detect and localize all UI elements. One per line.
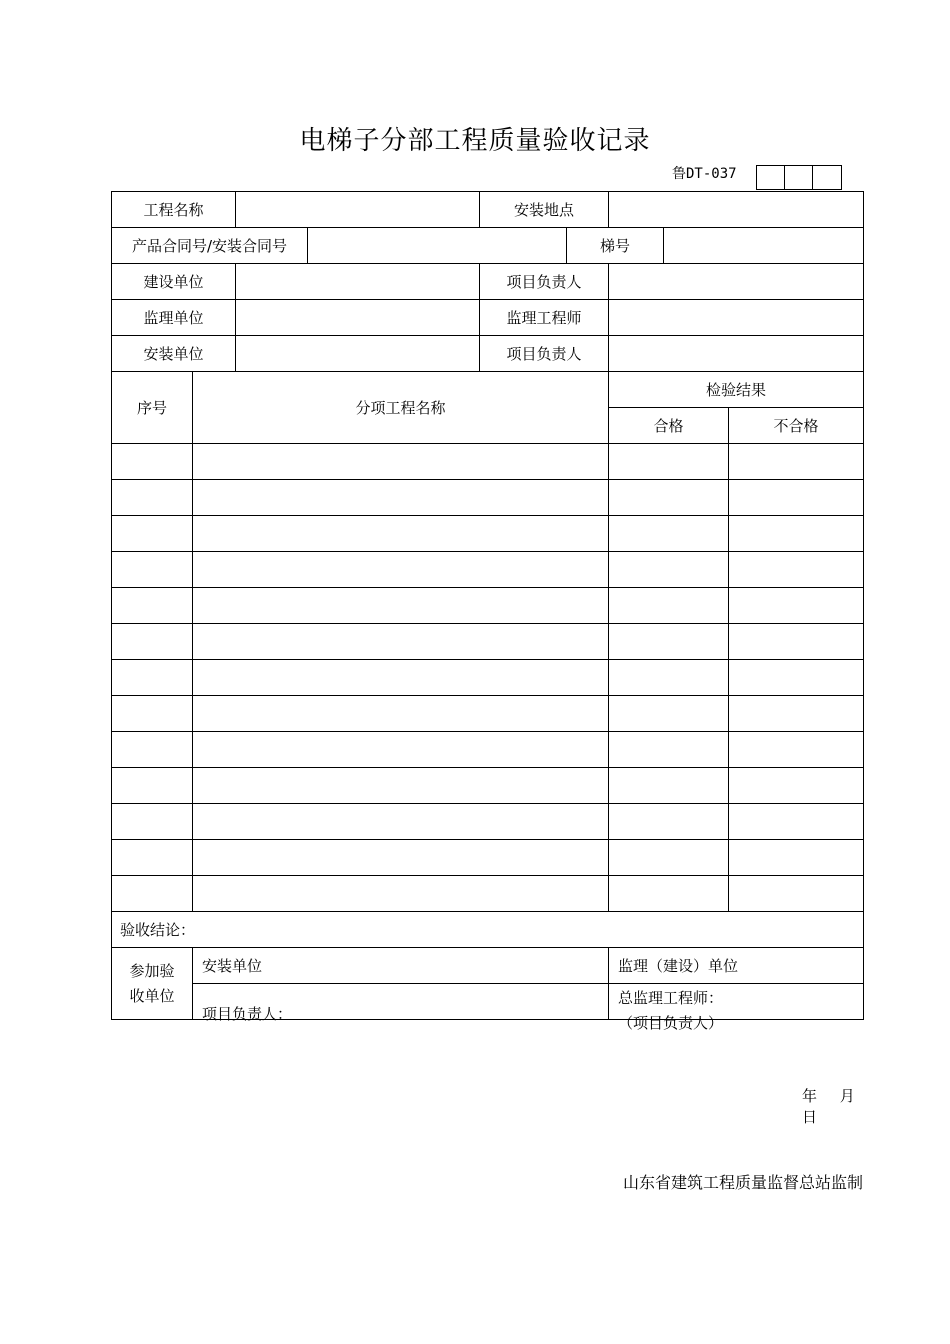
fail-cell[interactable] [729, 480, 864, 516]
table-row [112, 480, 864, 516]
table-row [112, 660, 864, 696]
table-row [112, 804, 864, 840]
form-number-box[interactable] [756, 165, 784, 190]
contract-no-label: 产品合同号/安装合同号 [112, 228, 308, 264]
supervision-unit-label: 监理单位 [112, 300, 236, 336]
fail-cell[interactable] [729, 732, 864, 768]
item-name-cell[interactable] [193, 552, 609, 588]
construction-unit-field[interactable] [236, 264, 480, 300]
result-header: 检验结果 [609, 372, 864, 408]
table-row [112, 732, 864, 768]
supervising-engineer-field[interactable] [609, 300, 864, 336]
seq-cell[interactable] [112, 480, 193, 516]
chief-engineer-note: （项目负责人） [618, 1014, 724, 1032]
elevator-no-label: 梯号 [567, 228, 664, 264]
fail-cell[interactable] [729, 624, 864, 660]
pass-cell[interactable] [609, 588, 729, 624]
form-number-box[interactable] [784, 165, 812, 190]
conclusion-field[interactable] [112, 912, 864, 948]
inspection-table [111, 371, 864, 1126]
installation-unit-label: 安装单位 [112, 336, 236, 372]
seq-header: 序号 [112, 372, 193, 444]
item-name-cell[interactable] [193, 840, 609, 876]
form-number-box[interactable] [812, 165, 842, 190]
item-name-cell[interactable] [193, 696, 609, 732]
installation-manager-label: 项目负责人 [480, 336, 609, 372]
pass-cell[interactable] [609, 696, 729, 732]
supervising-engineer-label: 监理工程师 [480, 300, 609, 336]
table-row [112, 696, 864, 732]
fail-cell[interactable] [729, 840, 864, 876]
fail-cell[interactable] [729, 876, 864, 912]
pass-cell[interactable] [609, 876, 729, 912]
installation-unit-field[interactable] [236, 336, 480, 372]
install-location-field[interactable] [609, 192, 864, 228]
participating-units-label [112, 948, 193, 1020]
elevator-no-field[interactable] [664, 228, 864, 264]
pass-header: 合格 [609, 408, 729, 444]
fail-cell[interactable] [729, 804, 864, 840]
item-name-cell[interactable] [193, 480, 609, 516]
fail-header: 不合格 [729, 408, 864, 444]
table-row [112, 768, 864, 804]
pass-cell[interactable] [609, 444, 729, 480]
supervision-unit-field[interactable] [236, 300, 480, 336]
pass-cell[interactable] [609, 480, 729, 516]
fail-cell[interactable] [729, 660, 864, 696]
pass-cell[interactable] [609, 840, 729, 876]
form-code: 鲁DT-037 [672, 166, 737, 182]
seq-cell[interactable] [112, 876, 193, 912]
install-location-label: 安装地点 [480, 192, 609, 228]
info-table [111, 191, 864, 372]
table-row [112, 876, 864, 912]
item-name-cell[interactable] [193, 804, 609, 840]
form-number-boxes [756, 165, 842, 190]
pass-cell[interactable] [609, 804, 729, 840]
installation-unit-header: 安装单位 [193, 948, 609, 984]
seq-cell[interactable] [112, 444, 193, 480]
table-row [112, 588, 864, 624]
fail-cell[interactable] [729, 768, 864, 804]
item-name-cell[interactable] [193, 588, 609, 624]
seq-cell[interactable] [112, 732, 193, 768]
chief-engineer-label: 总监理工程师： [618, 989, 724, 1007]
signature-date: 年 月 日 [802, 1087, 855, 1126]
supervision-unit-header: 监理（建设）单位 [609, 948, 864, 984]
project-name-label: 工程名称 [112, 192, 236, 228]
seq-cell[interactable] [112, 624, 193, 660]
installation-manager-signature-label: 项目负责人： [202, 1005, 293, 1023]
seq-cell[interactable] [112, 804, 193, 840]
table-row [112, 552, 864, 588]
seq-cell[interactable] [112, 516, 193, 552]
item-name-cell[interactable] [193, 516, 609, 552]
fail-cell[interactable] [729, 444, 864, 480]
pass-cell[interactable] [609, 516, 729, 552]
pass-cell[interactable] [609, 660, 729, 696]
seq-cell[interactable] [112, 588, 193, 624]
item-name-cell[interactable] [193, 444, 609, 480]
installation-manager-field[interactable] [609, 336, 864, 372]
chief-engineer-signature-block [618, 986, 723, 1036]
conclusion-label: 验收结论： [120, 921, 196, 939]
project-manager-field[interactable] [609, 264, 864, 300]
item-name-cell[interactable] [193, 624, 609, 660]
page-title: 电梯子分部工程质量验收记录 [299, 126, 651, 156]
table-row [112, 624, 864, 660]
fail-cell[interactable] [729, 588, 864, 624]
seq-cell[interactable] [112, 840, 193, 876]
fail-cell[interactable] [729, 552, 864, 588]
item-name-cell[interactable] [193, 768, 609, 804]
table-row [112, 516, 864, 552]
item-name-cell[interactable] [193, 660, 609, 696]
pass-cell[interactable] [609, 624, 729, 660]
construction-unit-label: 建设单位 [112, 264, 236, 300]
pass-cell[interactable] [609, 768, 729, 804]
pass-cell[interactable] [609, 552, 729, 588]
item-name-cell[interactable] [193, 876, 609, 912]
seq-cell[interactable] [112, 660, 193, 696]
seq-cell[interactable] [112, 552, 193, 588]
fail-cell[interactable] [729, 696, 864, 732]
fail-cell[interactable] [729, 516, 864, 552]
item-name-header: 分项工程名称 [193, 372, 609, 444]
project-manager-label: 项目负责人 [480, 264, 609, 300]
footer-issuer: 山东省建筑工程质量监督总站监制 [622, 1173, 863, 1192]
project-name-field[interactable] [236, 192, 480, 228]
participating-units-text: 参加验收单位 [129, 961, 175, 1005]
table-row [112, 444, 864, 480]
supervision-signature-field[interactable] [609, 984, 864, 1126]
seq-cell[interactable] [112, 768, 193, 804]
installation-signature-field[interactable] [193, 984, 609, 1023]
pass-cell[interactable] [609, 732, 729, 768]
item-name-cell[interactable] [193, 732, 609, 768]
seq-cell[interactable] [112, 696, 193, 732]
table-row [112, 840, 864, 876]
contract-no-field[interactable] [308, 228, 567, 264]
